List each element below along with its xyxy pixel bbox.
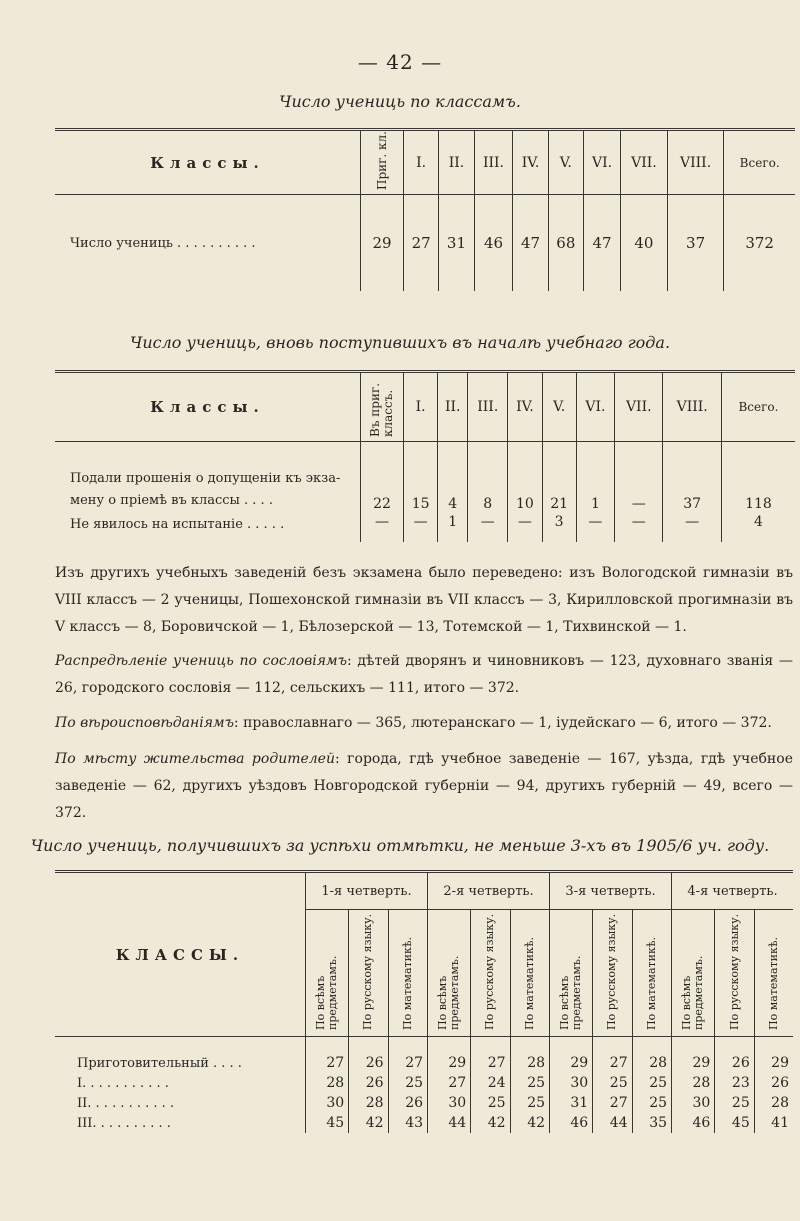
table-cell: 118	[721, 442, 795, 515]
t3-header-classes: КЛАССЫ.	[55, 872, 306, 1037]
table-cell: 27	[404, 195, 439, 292]
table-grades	[55, 870, 793, 1133]
t2-col-header: III.	[468, 372, 508, 442]
t3-subheader: По русскому языку.	[593, 910, 632, 1037]
table-cell: 27	[471, 1053, 510, 1073]
table-cell: 25	[510, 1073, 549, 1093]
table-cell: 26	[754, 1073, 793, 1093]
t3-row-label: II. . . . . . . . . . .	[77, 1095, 175, 1111]
t2-col-header: II.	[438, 372, 468, 442]
paragraph-estates: Распредѣленіе учениць по сословіямъ: дѣтей дворянъ и чиновниковъ — 123, духовнаго званія — 26, городского сословія — 112, сельскихъ — 111, итого — 372.	[55, 653, 793, 696]
table-cell: 43	[388, 1113, 427, 1133]
table-cell: 35	[632, 1113, 671, 1133]
t2-header-classes: Классы.	[55, 372, 361, 442]
table-cell: 30	[672, 1093, 715, 1113]
table-cell: 41	[754, 1113, 793, 1133]
table-cell: 26	[349, 1053, 388, 1073]
table-cell: 1	[576, 442, 614, 515]
table-cell: 28	[754, 1093, 793, 1113]
t3-subheader: По математикѣ.	[388, 910, 427, 1037]
t1-row-label: Число учениць . . . . . . . . . .	[70, 235, 256, 251]
t1-col-header: II.	[439, 130, 474, 195]
t3-quarter-header: 3-я четверть.	[550, 872, 672, 910]
table-cell: 25	[593, 1073, 632, 1093]
t1-col-header: V.	[548, 130, 583, 195]
table-cell: 3	[542, 514, 576, 542]
table-row	[55, 1053, 793, 1073]
table-cell: 23	[715, 1073, 754, 1093]
table-cell: 25	[388, 1073, 427, 1093]
table-cell: 25	[510, 1093, 549, 1113]
table-cell: 27	[306, 1053, 349, 1073]
t3-quarter-header: 4-я четверть.	[672, 872, 793, 910]
t2-row-label: Подали прошенія о допущеніи къ экза- мену о пріемѣ въ классы . . . .	[70, 471, 341, 508]
table-cell: 21	[542, 442, 576, 515]
table-cell: 28	[349, 1093, 388, 1113]
table-cell: 40	[621, 195, 668, 292]
table-cell: 30	[306, 1093, 349, 1113]
t1-header-classes: Классы.	[55, 130, 361, 195]
table-cell: 27	[593, 1093, 632, 1113]
paragraph-transfers: Изъ другихъ учебныхъ заведеній безъ экзамена было переведено: изъ Вологодской гимназіи въ VIII классъ — 2 ученицы, Пошехонской гимназіи въ VII классъ — 3, Кирилловской прогимназіи въ V классъ — 8, Боровичской — 1, Бѣлозерской — 13, Тотемской — 1, Тихвинской — 1.	[55, 565, 793, 635]
table-cell: 30	[550, 1073, 593, 1093]
table-cell: 42	[471, 1113, 510, 1133]
table-cell: 28	[632, 1053, 671, 1073]
table-cell: 28	[510, 1053, 549, 1073]
t2-col-header: I.	[404, 372, 438, 442]
t3-subheader: По математикѣ.	[510, 910, 549, 1037]
table-cell: —	[361, 514, 404, 542]
table-cell: 30	[428, 1093, 471, 1113]
t1-col-header: Всего.	[724, 130, 795, 195]
table-cell: 28	[306, 1073, 349, 1093]
table-cell: 8	[468, 442, 508, 515]
table-cell: 4	[721, 514, 795, 542]
table-cell: 42	[510, 1113, 549, 1133]
t3-subheader: По всѣмъ предметамъ.	[550, 910, 593, 1037]
table-cell: —	[615, 442, 663, 515]
table-cell: 25	[632, 1073, 671, 1093]
t3-subheader: По русскому языку.	[715, 910, 754, 1037]
table-cell: —	[508, 514, 542, 542]
table-cell: 68	[548, 195, 583, 292]
table-cell: 26	[349, 1073, 388, 1093]
table-row	[55, 1113, 793, 1133]
table-cell: 45	[715, 1113, 754, 1133]
table-cell: 37	[663, 442, 721, 515]
table-cell: —	[468, 514, 508, 542]
table-cell: 47	[583, 195, 620, 292]
table-cell: 25	[715, 1093, 754, 1113]
t3-subheader: По всѣмъ предметамъ.	[306, 910, 349, 1037]
t3-subheader: По русскому языку.	[471, 910, 510, 1037]
table-cell: 29	[550, 1053, 593, 1073]
table-cell: 28	[672, 1073, 715, 1093]
t1-col-header: I.	[404, 130, 439, 195]
t1-col-header: VI.	[583, 130, 620, 195]
table-cell: 29	[361, 195, 404, 292]
t3-quarter-header: 1-я четверть.	[306, 872, 428, 910]
t3-row-label: III. . . . . . . . . .	[77, 1115, 171, 1131]
t2-col-header: IV.	[508, 372, 542, 442]
table-cell: 46	[672, 1113, 715, 1133]
t3-subheader: По математикѣ.	[632, 910, 671, 1037]
table-new-students	[55, 370, 795, 542]
table-cell: 372	[724, 195, 795, 292]
t2-col-header: VI.	[576, 372, 614, 442]
t2-col-header: V.	[542, 372, 576, 442]
table1-caption: Число учениць по классамъ.	[279, 92, 521, 111]
table-row	[55, 195, 795, 292]
table-cell: —	[404, 514, 438, 542]
t3-subheader: По всѣмъ предметамъ.	[428, 910, 471, 1037]
table-students-by-class	[55, 128, 795, 291]
t3-quarter-header: 2-я четверть.	[428, 872, 550, 910]
table-cell: 15	[404, 442, 438, 515]
table2-caption: Число учениць, вновь поступившихъ въ началѣ учебнаго года.	[129, 333, 671, 352]
table-cell: 37	[667, 195, 724, 292]
table-row	[55, 514, 795, 542]
t3-subheader: По русскому языку.	[349, 910, 388, 1037]
table-cell: 42	[349, 1113, 388, 1133]
t1-header-prep: Приг. кл.	[361, 130, 404, 195]
table-cell: 25	[632, 1093, 671, 1113]
table-cell: —	[615, 514, 663, 542]
table-cell: 29	[672, 1053, 715, 1073]
t2-header-prep: Въ приг. классъ.	[361, 372, 404, 442]
t1-col-header: VII.	[621, 130, 668, 195]
table-cell: 27	[388, 1053, 427, 1073]
table-cell: 10	[508, 442, 542, 515]
table-cell: 26	[715, 1053, 754, 1073]
table-cell: 25	[471, 1093, 510, 1113]
table-cell: 22	[361, 442, 404, 515]
table3-caption: Число учениць, получившихъ за успѣхи отмѣтки, не меньше 3-хъ въ 1905/6 уч. году.	[30, 836, 770, 855]
t2-row-label: Не явилось на испытаніе . . . . .	[70, 517, 285, 532]
table-cell: 31	[439, 195, 474, 292]
t1-col-header: IV.	[513, 130, 548, 195]
t3-row-label: I. . . . . . . . . . .	[77, 1075, 169, 1091]
t2-col-header: Всего.	[721, 372, 795, 442]
table-cell: 44	[428, 1113, 471, 1133]
t3-row-label: Приготовительный . . . .	[77, 1055, 242, 1071]
table-cell: 29	[754, 1053, 793, 1073]
table-cell: 29	[428, 1053, 471, 1073]
table-cell: 27	[593, 1053, 632, 1073]
table-cell: 46	[550, 1113, 593, 1133]
paragraph-religion: По вѣроисповѣданіямъ: православнаго — 365, лютеранскаго — 1, іудейскаго — 6, итого — 372.	[55, 715, 772, 731]
table-row	[55, 1073, 793, 1093]
t2-col-header: VII.	[615, 372, 663, 442]
t3-subheader: По всѣмъ предметамъ.	[672, 910, 715, 1037]
table-cell: 45	[306, 1113, 349, 1133]
table-cell: —	[663, 514, 721, 542]
table-cell: 47	[513, 195, 548, 292]
table-cell: 4	[438, 442, 468, 515]
t2-col-header: VIII.	[663, 372, 721, 442]
t1-col-header: VIII.	[667, 130, 724, 195]
page-number: — 42 —	[357, 50, 443, 74]
table-cell: —	[576, 514, 614, 542]
table-cell: 44	[593, 1113, 632, 1133]
t3-subheader: По математикѣ.	[754, 910, 793, 1037]
paragraph-residence: По мѣсту жительства родителей: города, гдѣ учебное заведеніе — 167, уѣзда, гдѣ учебное заведеніе — 62, другихъ уѣздовъ Новгородской губерніи — 94, другихъ губерній — 49, всего — 372.	[55, 751, 793, 821]
table-cell: 26	[388, 1093, 427, 1113]
table-cell: 46	[474, 195, 513, 292]
table-cell: 1	[438, 514, 468, 542]
table-cell: 24	[471, 1073, 510, 1093]
table-row	[55, 442, 795, 515]
t1-col-header: III.	[474, 130, 513, 195]
table-cell: 27	[428, 1073, 471, 1093]
table-cell: 31	[550, 1093, 593, 1113]
table-row	[55, 1093, 793, 1113]
